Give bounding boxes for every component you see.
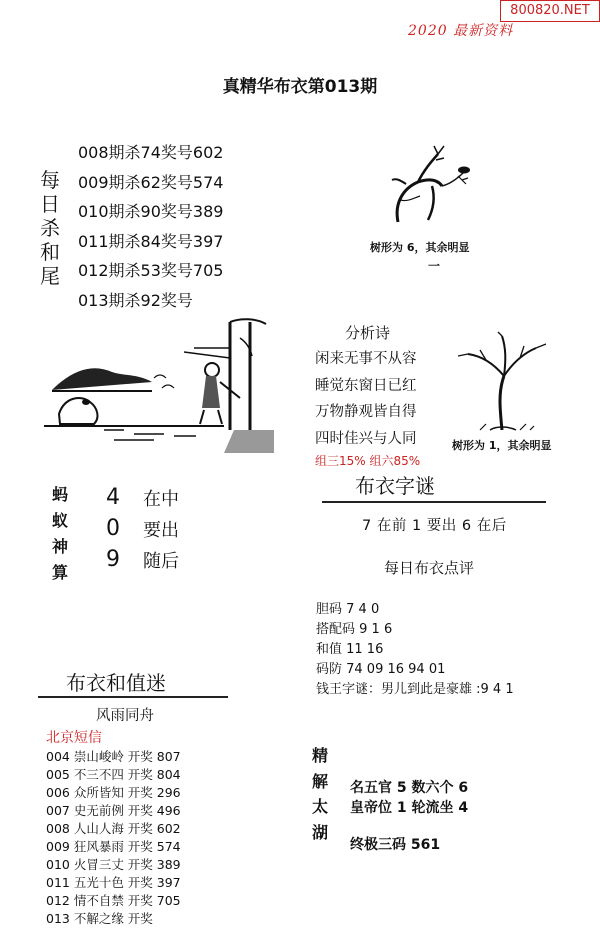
poem-line: 万物静观皆自得 (315, 404, 417, 420)
ant-number: 0 (106, 516, 120, 541)
taihu-line: 皇帝位 1 轮流坐 4 (350, 800, 469, 816)
riddle-text: 7 在前 1 要出 6 在后 (362, 518, 507, 534)
list-item: 011 五光十色 开奖 397 (46, 875, 181, 890)
list-item: 006 众所皆知 开奖 296 (46, 785, 181, 800)
riddle-title: 布衣字谜 (355, 474, 435, 498)
taihu-line: 终极三码 561 (350, 837, 441, 853)
tree-caption-mark: 一 (428, 259, 441, 273)
detail-line: 胆码 7 4 0 (316, 602, 380, 617)
list-item: 009 狂风暴雨 开奖 574 (46, 839, 181, 854)
ant-number: 9 (106, 547, 120, 572)
ant-word: 要出 (143, 520, 179, 541)
watermark-badge: 800820.NET (500, 0, 600, 22)
ant-words (143, 484, 179, 577)
list-item: 005 不三不四 开奖 804 (46, 767, 181, 782)
poem-line: 四时佳兴与人同 (315, 430, 417, 447)
ant-label: 蚂蚁神算 (52, 485, 69, 582)
detail-line: 码防 74 09 16 94 01 (316, 662, 446, 677)
ant-numbers (106, 482, 120, 575)
sum-riddle-subtitle: 风雨同舟 (96, 708, 154, 724)
tagline: 2020 最新资料 (408, 23, 514, 39)
tree-caption-top: 树形为 6，其余明显 (370, 241, 470, 254)
ant-word: 随后 (143, 551, 179, 572)
tree-caption-bottom: 树形为 1，其余明显 (452, 439, 552, 452)
group-percentage: 组三15% 组六85% (315, 454, 421, 468)
divider (322, 501, 546, 503)
detail-line: 搭配码 9 1 6 (316, 622, 393, 637)
poem-title: 分析诗 (345, 324, 391, 342)
list-item: 008期杀74奖号602 (78, 143, 224, 162)
bare-tree-sketch-icon (450, 330, 560, 435)
daily-review-title: 每日布衣点评 (384, 559, 475, 577)
list-item: 009期杀62奖号574 (78, 172, 224, 192)
daily-kill-label: 每日杀和尾 (40, 168, 60, 288)
tree-sketch-icon (376, 140, 486, 235)
list-item: 010期杀90奖号389 (78, 202, 224, 221)
detail-line: 钱王字谜：男儿到此是豪雄 :9 4 1 (316, 682, 514, 697)
detail-line: 和值 11 16 (316, 642, 384, 657)
ant-word: 在中 (143, 489, 179, 510)
taihu-line: 名五官 5 数六个 6 (350, 780, 469, 796)
poem-line: 闲来无事不从容 (315, 351, 417, 367)
poem-line: 睡觉东窗日已红 (315, 377, 417, 394)
beijing-list (46, 748, 181, 928)
list-item: 013 不解之缘 开奖 (46, 911, 153, 926)
divider (38, 696, 228, 698)
list-item: 012期杀53奖号705 (78, 261, 224, 280)
list-item: 004 崇山峻岭 开奖 807 (46, 749, 181, 764)
details-list (316, 600, 514, 700)
list-item: 008 人山人海 开奖 602 (46, 821, 181, 836)
list-item: 013期杀92奖号 (78, 290, 193, 310)
taihu-label: 精解太湖 (312, 746, 329, 842)
page-title: 真精华布衣第013期 (222, 77, 378, 97)
poem-lines (315, 346, 417, 452)
list-item: 011期杀84奖号397 (78, 231, 224, 251)
list-item: 012 情不自禁 开奖 705 (46, 893, 181, 908)
sum-riddle-title: 布衣和值迷 (66, 671, 166, 695)
ant-number: 4 (106, 485, 120, 510)
list-item: 010 火冒三丈 开奖 389 (46, 857, 181, 872)
beijing-title: 北京短信 (46, 730, 102, 746)
daily-kill-list (78, 138, 223, 315)
fisherman-scene-illustration (44, 318, 274, 453)
list-item: 007 史无前例 开奖 496 (46, 803, 181, 818)
